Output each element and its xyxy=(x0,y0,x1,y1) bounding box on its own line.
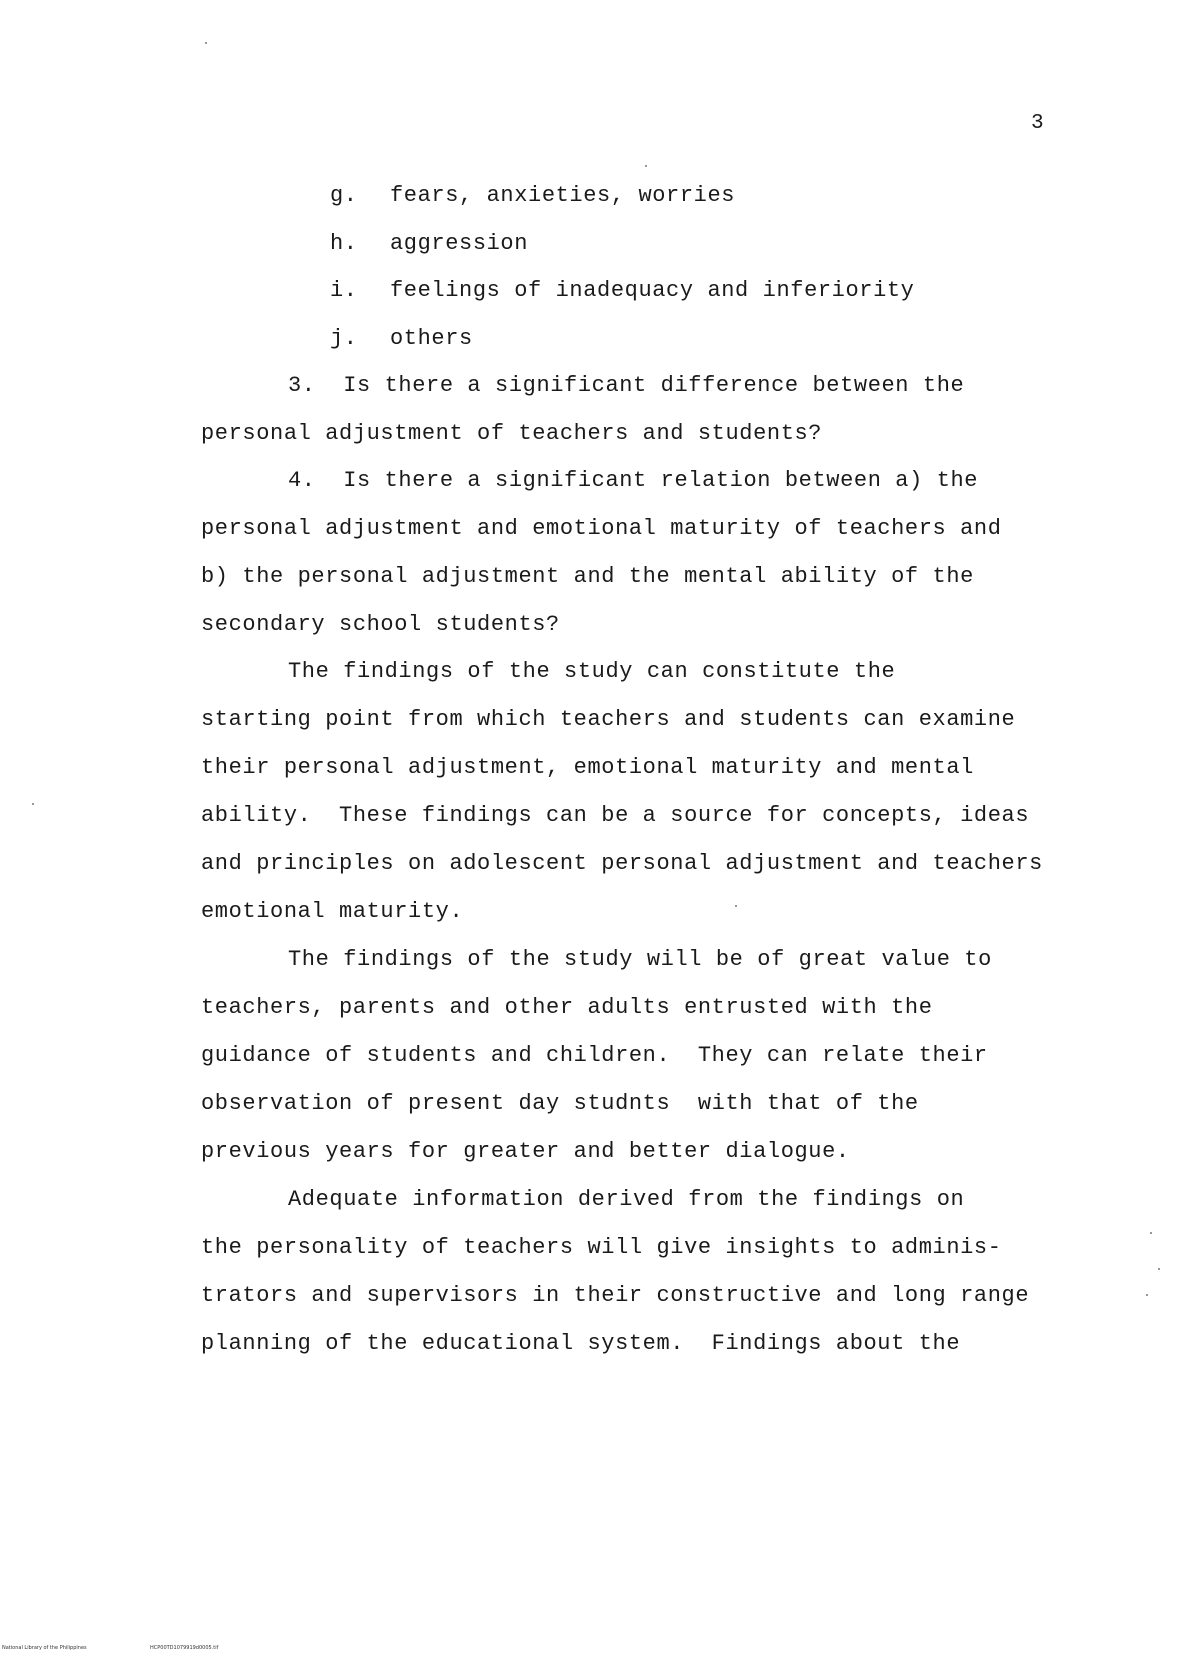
scan-speck xyxy=(1150,1232,1152,1234)
text-line: the personality of teachers will give insights to adminis- xyxy=(201,1235,1002,1260)
text-line: previous years for greater and better dialogue. xyxy=(201,1139,850,1164)
text-line: b) the personal adjustment and the mental ability of the xyxy=(201,564,974,589)
text-line: The findings of the study will be of great value to xyxy=(288,947,992,972)
text-line: starting point from which teachers and students can examine xyxy=(201,707,1016,732)
text-line: personal adjustment of teachers and students? xyxy=(201,421,823,446)
scan-speck xyxy=(645,165,647,167)
page-number: 3 xyxy=(1031,112,1044,135)
list-marker: h. xyxy=(330,231,358,256)
text-line: planning of the educational system. Findings about the xyxy=(201,1331,961,1356)
text-line: ability. These findings can be a source for concepts, ideas xyxy=(201,803,1030,828)
text-line: The findings of the study can constitute the xyxy=(288,659,896,684)
scan-speck xyxy=(1146,1294,1148,1296)
scan-speck xyxy=(205,42,207,44)
text-line: trators and supervisors in their constructive and long range xyxy=(201,1283,1030,1308)
text-line: their personal adjustment, emotional maturity and mental xyxy=(201,755,974,780)
text-line: secondary school students? xyxy=(201,612,560,637)
footer-left: National Library of the Philippines xyxy=(2,1645,87,1651)
text-line: guidance of students and children. They can relate their xyxy=(201,1043,988,1068)
text-line: Adequate information derived from the findings on xyxy=(288,1187,965,1212)
list-text: feelings of inadequacy and inferiority xyxy=(390,278,915,303)
list-text: others xyxy=(390,326,473,351)
text-line: teachers, parents and other adults entrusted with the xyxy=(201,995,933,1020)
scan-speck xyxy=(1158,1268,1160,1270)
list-marker: j. xyxy=(330,326,358,351)
text-line: 4. Is there a significant relation between a) the xyxy=(288,468,979,493)
text-line: 3. Is there a significant difference between the xyxy=(288,373,965,398)
footer-right: HCP00TD1079919d0005.tif xyxy=(150,1645,219,1651)
list-marker: g. xyxy=(330,183,358,208)
scan-speck xyxy=(735,905,737,907)
text-line: personal adjustment and emotional maturity of teachers and xyxy=(201,516,1002,541)
text-line: and principles on adolescent personal adjustment and teachers xyxy=(201,851,1043,876)
scan-speck xyxy=(32,803,34,805)
list-marker: i. xyxy=(330,278,358,303)
list-text: aggression xyxy=(390,231,529,256)
list-text: fears, anxieties, worries xyxy=(390,183,736,208)
text-line: observation of present day studnts with that of the xyxy=(201,1091,919,1116)
text-line: emotional maturity. xyxy=(201,899,464,924)
